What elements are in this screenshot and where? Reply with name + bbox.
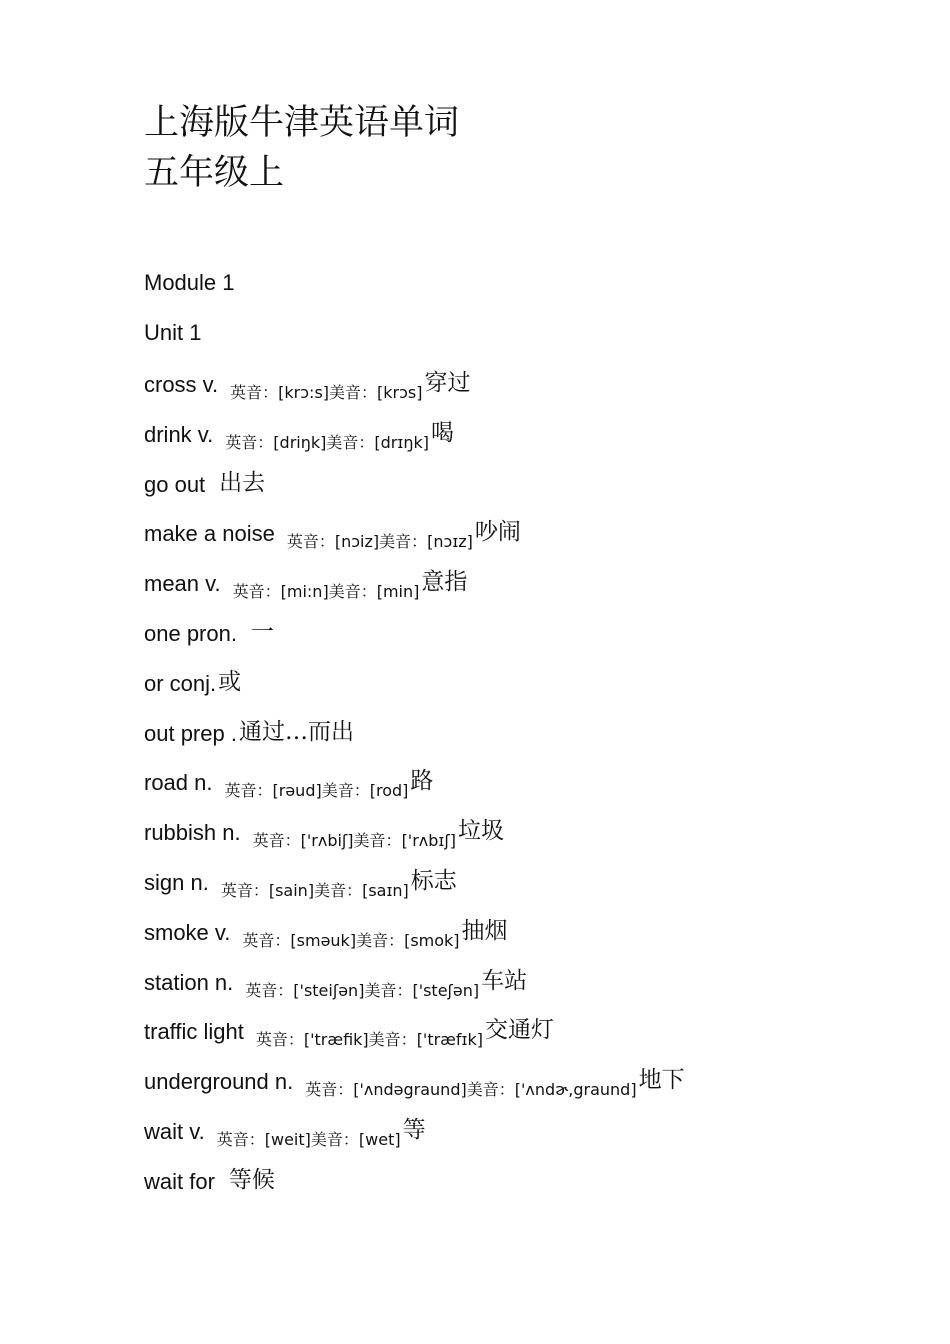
vocab-entry bbox=[144, 615, 685, 665]
us-label: 美音： bbox=[353, 831, 402, 851]
vocab-entry bbox=[144, 864, 685, 914]
vocab-word: traffic light bbox=[144, 1019, 244, 1045]
vocabulary-list bbox=[144, 366, 685, 1213]
us-phonetic: ['steʃən] bbox=[412, 980, 480, 1000]
uk-phonetic: [weit] bbox=[264, 1129, 311, 1149]
vocab-word: wait for bbox=[144, 1168, 215, 1194]
uk-phonetic: [sain] bbox=[268, 880, 315, 900]
vocab-word: rubbish n. bbox=[144, 820, 241, 846]
vocab-meaning: 车站 bbox=[481, 967, 528, 994]
vocab-entry bbox=[144, 1113, 685, 1163]
vocab-entry bbox=[144, 715, 685, 765]
uk-label: 英音： bbox=[216, 1129, 265, 1149]
vocab-meaning: 意指 bbox=[421, 569, 468, 596]
vocab-entry bbox=[144, 964, 685, 1014]
pronunciation bbox=[305, 1077, 636, 1100]
uk-label: 英音： bbox=[252, 831, 301, 851]
us-label: 美音： bbox=[356, 930, 405, 950]
vocab-word: station n. bbox=[144, 969, 234, 995]
us-phonetic: [wet] bbox=[358, 1129, 401, 1149]
uk-phonetic: ['træfik] bbox=[303, 1030, 369, 1050]
pronunciation bbox=[225, 430, 429, 453]
vocab-meaning: 垃圾 bbox=[457, 818, 504, 845]
vocab-word: underground n. bbox=[144, 1069, 294, 1095]
uk-label: 英音： bbox=[245, 980, 294, 1000]
uk-phonetic: [nɔiz] bbox=[334, 532, 380, 552]
uk-label: 英音： bbox=[230, 383, 279, 402]
vocab-meaning: 或 bbox=[218, 668, 242, 695]
vocab-meaning: 交通灯 bbox=[484, 1017, 554, 1044]
uk-label: 英音： bbox=[255, 1030, 304, 1050]
us-label: 美音： bbox=[321, 781, 370, 801]
title-line-1: 上海版牛津英语单词 bbox=[144, 103, 460, 143]
uk-phonetic: [sməuk] bbox=[290, 930, 357, 950]
vocab-word: drink v. bbox=[144, 421, 214, 447]
vocab-word: wait v. bbox=[144, 1118, 205, 1144]
vocab-meaning: 通过…而出 bbox=[238, 718, 354, 745]
pronunciation bbox=[253, 828, 456, 851]
vocab-word: make a noise bbox=[144, 521, 275, 547]
vocab-meaning: 等 bbox=[402, 1116, 426, 1143]
pronunciation bbox=[225, 778, 409, 801]
uk-phonetic: [driŋk] bbox=[273, 432, 327, 452]
us-phonetic: ['ʌndɚ,graund] bbox=[514, 1080, 637, 1100]
page-title bbox=[144, 98, 459, 198]
vocab-entry bbox=[144, 515, 685, 565]
us-label: 美音： bbox=[314, 880, 363, 900]
uk-phonetic: ['ʌndəgraund] bbox=[353, 1080, 467, 1100]
pronunciation bbox=[217, 1127, 401, 1150]
vocab-meaning: 地下 bbox=[638, 1067, 685, 1094]
uk-label: 英音： bbox=[224, 781, 273, 801]
us-label: 美音： bbox=[466, 1080, 515, 1100]
unit-heading: Unit 1 bbox=[144, 320, 202, 345]
vocab-word: one pron. bbox=[144, 620, 237, 646]
pronunciation bbox=[230, 380, 422, 403]
vocab-entry bbox=[144, 466, 685, 516]
vocab-meaning: 喝 bbox=[430, 419, 454, 446]
uk-label: 英音： bbox=[305, 1080, 354, 1100]
us-phonetic: [saɪn] bbox=[362, 880, 409, 900]
vocab-word: cross v. bbox=[144, 372, 219, 397]
vocab-word: smoke v. bbox=[144, 919, 231, 945]
vocab-entry bbox=[144, 764, 685, 814]
uk-label: 英音： bbox=[242, 930, 291, 950]
vocab-meaning: 等候 bbox=[228, 1166, 275, 1193]
module-heading: Module 1 bbox=[144, 270, 235, 295]
vocab-meaning: 抽烟 bbox=[461, 917, 508, 944]
us-label: 美音： bbox=[310, 1129, 359, 1149]
vocab-word: road n. bbox=[144, 770, 213, 796]
vocab-word: go out bbox=[144, 471, 206, 497]
pronunciation bbox=[256, 1027, 483, 1050]
us-phonetic: [smok] bbox=[404, 930, 460, 950]
uk-phonetic: ['steiʃən] bbox=[293, 980, 365, 1000]
us-phonetic: [min] bbox=[376, 582, 420, 602]
vocab-entry bbox=[144, 1013, 685, 1063]
uk-phonetic: [krɔ:s] bbox=[278, 383, 330, 402]
uk-phonetic: [rəud] bbox=[272, 781, 322, 801]
vocab-word: sign n. bbox=[144, 869, 209, 895]
pronunciation bbox=[242, 928, 459, 951]
us-label: 美音： bbox=[326, 432, 375, 452]
vocab-meaning: 出去 bbox=[219, 469, 266, 496]
vocab-meaning: 一 bbox=[250, 618, 274, 645]
vocab-word: out prep . bbox=[144, 720, 237, 746]
vocab-meaning: 吵闹 bbox=[474, 519, 521, 546]
vocab-entry bbox=[144, 1163, 685, 1213]
pronunciation bbox=[233, 579, 420, 602]
vocab-entry bbox=[144, 665, 685, 715]
us-label: 美音： bbox=[379, 532, 428, 552]
us-label: 美音： bbox=[328, 582, 377, 602]
us-phonetic: [drɪŋk] bbox=[374, 432, 429, 452]
vocab-meaning: 标志 bbox=[410, 867, 457, 894]
pronunciation bbox=[245, 978, 479, 1001]
uk-label: 英音： bbox=[220, 880, 269, 900]
vocab-meaning: 穿过 bbox=[424, 370, 471, 396]
uk-label: 英音： bbox=[232, 582, 281, 602]
vocab-word: or conj. bbox=[144, 670, 217, 696]
us-label: 美音： bbox=[368, 1030, 417, 1050]
uk-label: 英音： bbox=[225, 432, 274, 452]
us-phonetic: ['træfɪk] bbox=[416, 1030, 483, 1050]
us-phonetic: [krɔs] bbox=[377, 383, 423, 402]
us-label: 美音： bbox=[329, 383, 378, 402]
vocab-entry bbox=[144, 1063, 685, 1113]
vocab-entry bbox=[144, 366, 685, 416]
vocab-entry bbox=[144, 914, 685, 964]
us-phonetic: [nɔɪz] bbox=[427, 532, 473, 552]
vocab-entry bbox=[144, 565, 685, 615]
us-label: 美音： bbox=[364, 980, 413, 1000]
vocab-entry bbox=[144, 416, 685, 466]
us-phonetic: ['rʌbɪʃ] bbox=[401, 831, 456, 851]
uk-phonetic: ['rʌbiʃ] bbox=[300, 831, 354, 851]
uk-phonetic: [mi:n] bbox=[280, 582, 329, 602]
vocab-entry bbox=[144, 814, 685, 864]
pronunciation bbox=[221, 878, 409, 901]
title-line-2: 五年级上 bbox=[144, 153, 285, 193]
vocab-meaning: 路 bbox=[410, 768, 434, 795]
vocab-word: mean v. bbox=[144, 571, 221, 597]
pronunciation bbox=[287, 529, 473, 552]
uk-label: 英音： bbox=[286, 532, 335, 552]
us-phonetic: [rod] bbox=[369, 781, 409, 801]
